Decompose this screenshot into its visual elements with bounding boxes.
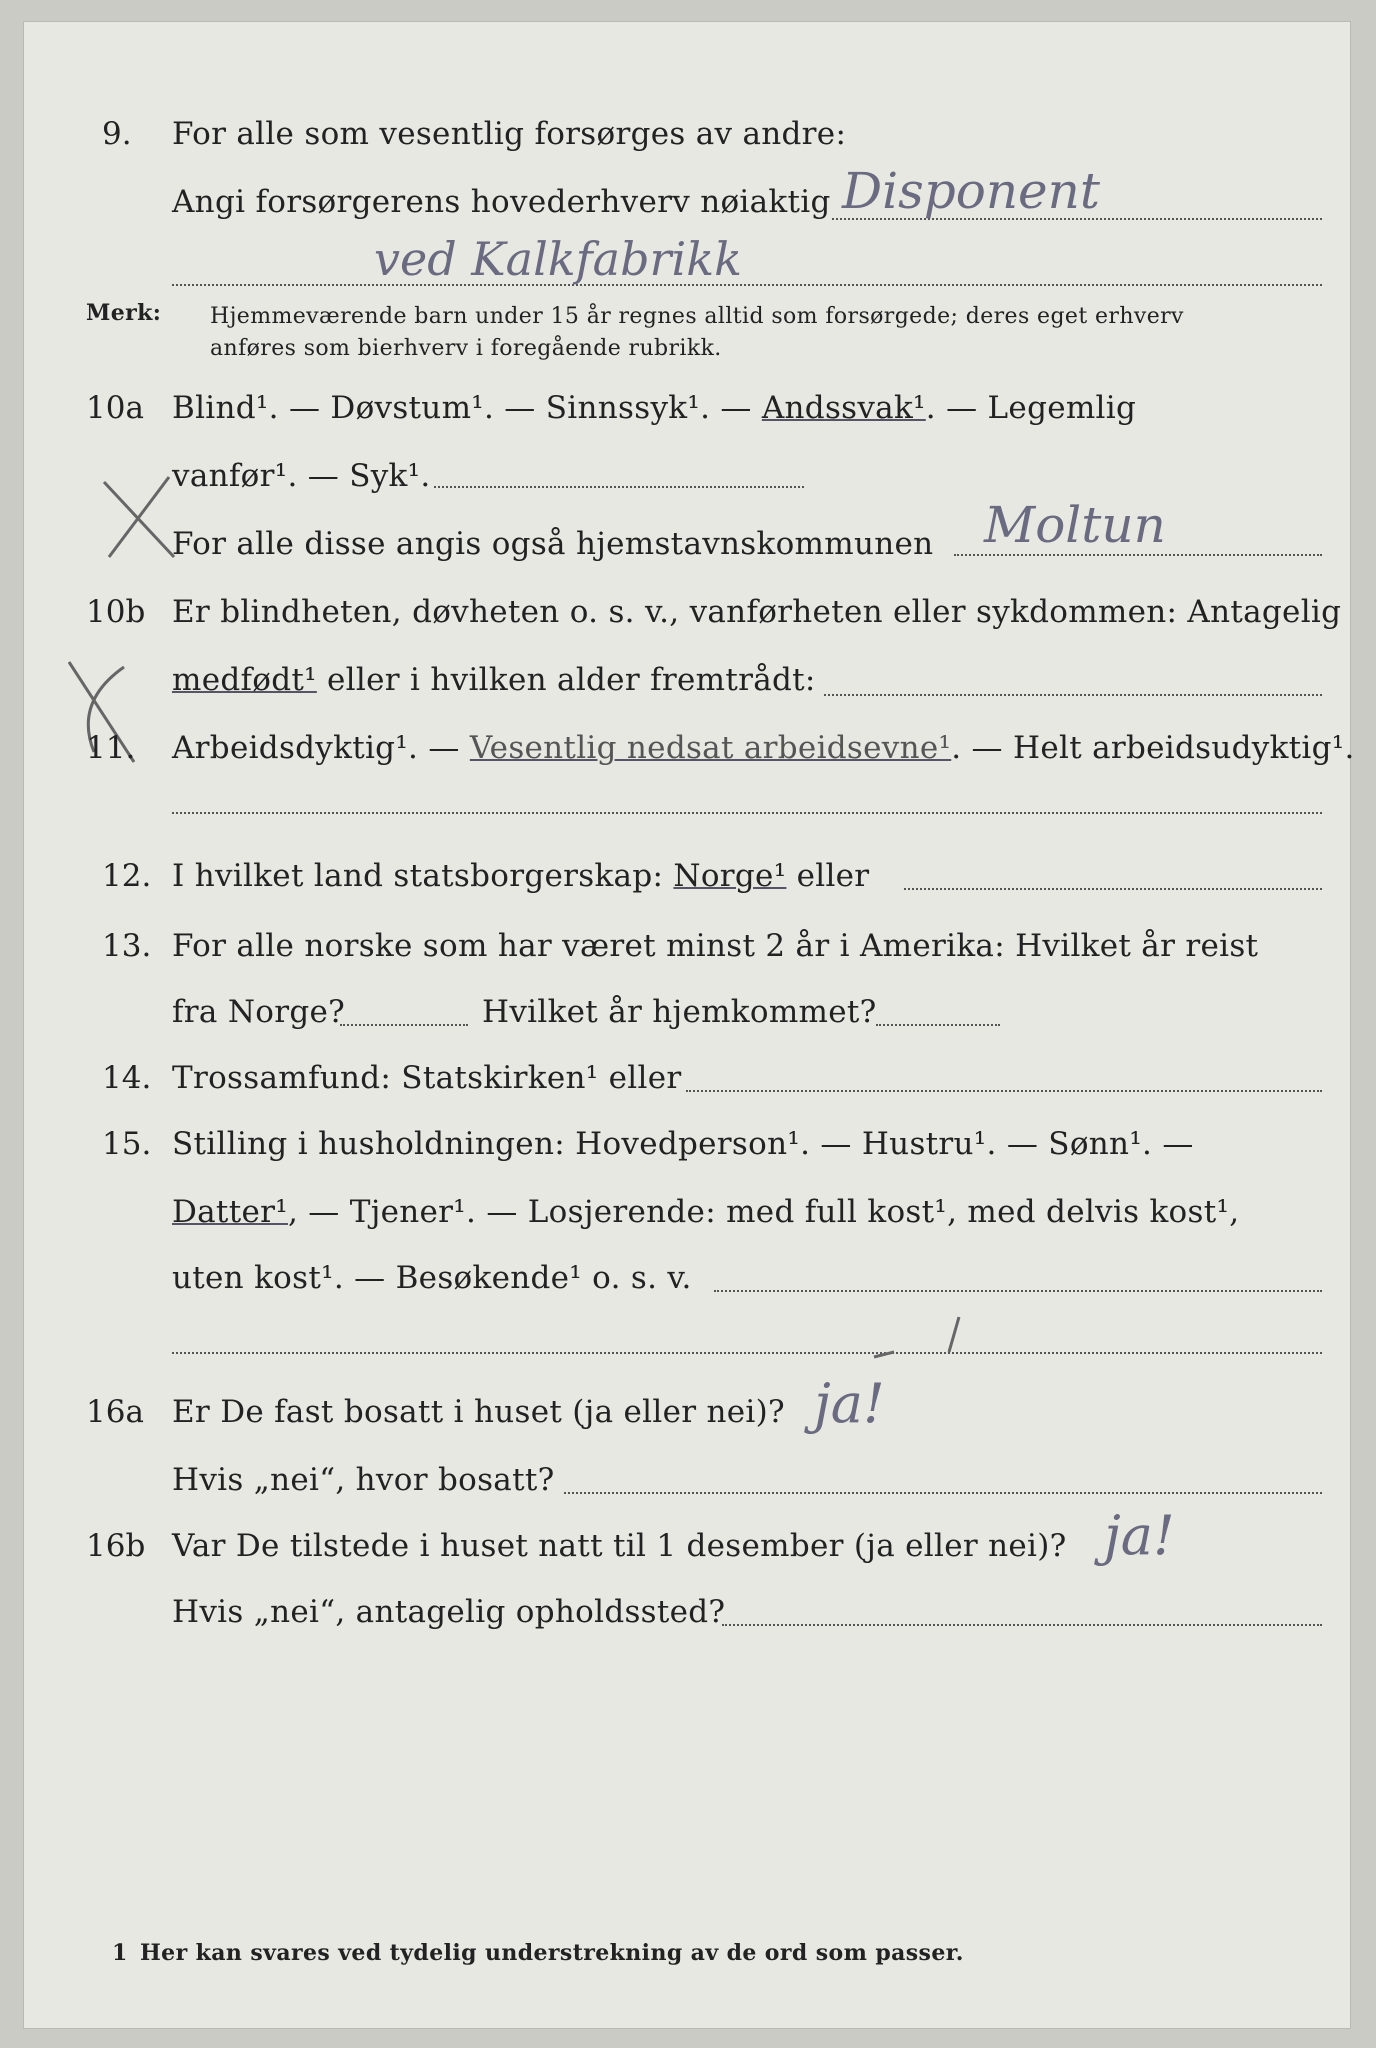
q13-number: 13.	[102, 928, 152, 964]
q16b-line1: Var De tilstede i huset natt til 1 desember (ja eller nei)?	[172, 1528, 1067, 1564]
q15-line3: uten kost¹. — Besøkende¹ o. s. v.	[172, 1260, 692, 1296]
q10a-blind-options: Blind¹. — Døvstum¹. — Sinnssyk¹. —	[172, 390, 752, 426]
q13-line1: For alle norske som har været minst 2 år i Amerika: Hvilket år reist	[172, 928, 1259, 964]
q14-number: 14.	[102, 1060, 152, 1096]
q10b-number: 10b	[86, 594, 146, 630]
q10a-number: 10a	[86, 390, 144, 426]
q11-number: 11.	[86, 730, 136, 766]
q10b-medfodt: medfødt¹	[172, 662, 317, 698]
q10b-line1: Er blindheten, døvheten o. s. v., vanførheten eller sykdommen: Antagelig	[172, 594, 1342, 630]
footnote-mark: 1	[112, 1940, 128, 1966]
q12-eller: eller	[796, 858, 870, 894]
merk-line2: anføres som bierhverv i foregående rubrikk.	[210, 336, 722, 361]
q9-line2: Angi forsørgerens hovederhverv nøiaktig	[172, 184, 831, 220]
q10a-line3: For alle disse angis også hjemstavnskommunen	[172, 526, 934, 562]
q12-norge: Norge¹	[673, 858, 787, 894]
q16a-line2: Hvis „nei“, hvor bosatt?	[172, 1462, 555, 1498]
q9-handwritten-answer1: Disponent	[842, 162, 1100, 220]
q12-text: I hvilket land statsborgerskap:	[172, 858, 664, 894]
q16b-handwritten-answer: ja!	[1104, 1504, 1175, 1567]
q10a-handwritten-answer: Moltun	[984, 496, 1166, 554]
q16a-handwritten-answer: ja!	[814, 1372, 885, 1435]
q15-answer-line	[714, 1290, 1322, 1292]
merk-label: Merk:	[86, 300, 162, 326]
q10b-alder-line	[824, 694, 1322, 696]
merk-line1: Hjemmeværende barn under 15 år regnes alltid som forsørgede; deres eget erhverv	[210, 304, 1184, 329]
q15-tick-mark	[864, 1312, 984, 1372]
q10a-syk-line	[434, 486, 804, 488]
q9-number: 9.	[102, 116, 132, 152]
q11-option-b: Vesentlig nedsat arbeidsevne¹	[469, 730, 952, 766]
q9-line1: For alle som vesentlig forsørges av andre:	[172, 116, 847, 152]
q13-hjemkommet-line	[876, 1024, 1000, 1026]
q10a-line2: vanfør¹. — Syk¹.	[172, 458, 431, 494]
q10a-andssvak: Andssvak¹	[761, 390, 926, 426]
q11-line	[172, 730, 1355, 766]
q10a-legemlig: . — Legemlig	[925, 390, 1137, 426]
q15-line2	[172, 1194, 1239, 1230]
q11-extra-line	[172, 812, 1322, 814]
q14-answer-line	[686, 1090, 1322, 1092]
q16b-line2: Hvis „nei“, antagelig opholdssted?	[172, 1594, 726, 1630]
q10b-line2	[172, 662, 816, 698]
q16a-line1: Er De fast bosatt i huset (ja eller nei)?	[172, 1394, 785, 1430]
q12-number: 12.	[102, 858, 152, 894]
q15-number: 15.	[102, 1126, 152, 1162]
q13-line2b: Hvilket år hjemkommet?	[482, 994, 877, 1030]
q10a-cross-mark	[84, 462, 194, 572]
q15-line1: Stilling i husholdningen: Hovedperson¹. — Hustru¹. — Sønn¹. —	[172, 1126, 1194, 1162]
q11-option-a: Arbeidsdyktig¹. —	[172, 730, 460, 766]
q13-reist-line	[340, 1024, 468, 1026]
q16a-answer-line	[564, 1492, 1322, 1494]
q15-extra-line	[172, 1352, 1322, 1354]
q11-option-c: . — Helt arbeidsudyktig¹.	[951, 730, 1355, 766]
q12-answer-line	[904, 888, 1322, 890]
q10a-line1	[172, 390, 1136, 426]
census-form-page	[24, 22, 1355, 2028]
q9-handwritten-answer2: ved Kalkfabrikk	[374, 232, 742, 286]
q13-line2a: fra Norge?	[172, 994, 346, 1030]
q15-datter: Datter¹	[172, 1194, 288, 1230]
q16b-number: 16b	[86, 1528, 146, 1564]
q10a-hjemstavn-line	[954, 554, 1322, 556]
q16b-answer-line	[722, 1624, 1322, 1626]
q12-line	[172, 858, 869, 894]
footnote-text: Her kan svares ved tydelig understrekning av de ord som passer.	[140, 1940, 964, 1966]
q10b-line2-rest: eller i hvilken alder fremtrådt:	[327, 662, 816, 698]
q9-answer-line2	[172, 284, 1322, 286]
q15-line2-rest: , — Tjener¹. — Losjerende: med full kost¹, med delvis kost¹,	[287, 1194, 1240, 1230]
q14-text: Trossamfund: Statskirken¹ eller	[172, 1060, 682, 1096]
q16a-number: 16a	[86, 1394, 144, 1430]
